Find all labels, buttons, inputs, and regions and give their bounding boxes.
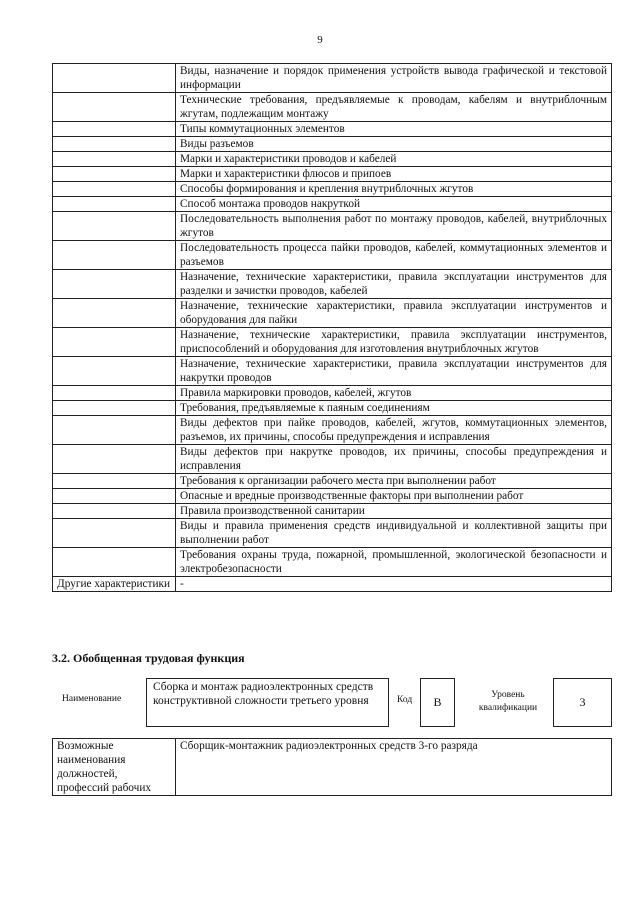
positions-row [53,739,612,796]
knowledge-row [53,64,612,93]
knowledge-item: Назначение, технические характеристики, правила эксплуатации инструментов для разделки и зачистки проводов, кабелей [176,270,612,299]
knowledge-row [53,299,612,328]
knowledge-row [53,152,612,167]
knowledge-table [52,63,612,592]
code-box: B [420,678,455,727]
knowledge-left-cell [53,357,176,386]
knowledge-item: Марки и характеристики флюсов и припоев [176,167,612,182]
page-number: 9 [317,34,323,46]
knowledge-left-cell [53,270,176,299]
knowledge-item: Типы коммутационных элементов [176,122,612,137]
knowledge-item: Назначение, технические характеристики, правила эксплуатации инструментов для накрутки проводов [176,357,612,386]
knowledge-item: Опасные и вредные производственные факторы при выполнении работ [176,489,612,504]
code-label: Код [397,695,413,705]
level-box: 3 [553,678,612,727]
knowledge-row [53,182,612,197]
name-label: Наименование [62,694,122,704]
knowledge-left-cell [53,152,176,167]
knowledge-row [53,401,612,416]
knowledge-left-cell [53,474,176,489]
knowledge-left-cell [53,548,176,577]
knowledge-left-cell [53,328,176,357]
knowledge-item: Требования, предъявляемые к паяным соединениям [176,401,612,416]
knowledge-item: Виды дефектов при накрутке проводов, их причины, способы предупреждения и исправления [176,445,612,474]
positions-table [52,738,612,796]
knowledge-row [53,474,612,489]
knowledge-item: Назначение, технические характеристики, правила эксплуатации инструментов, приспособлений и оборудования для изготовления внутриблочных жгутов [176,328,612,357]
knowledge-row [53,167,612,182]
knowledge-row [53,122,612,137]
knowledge-item: Виды и правила применения средств индивидуальной и коллективной защиты при выполнении работ [176,519,612,548]
knowledge-row [53,197,612,212]
knowledge-left-cell [53,212,176,241]
knowledge-row [53,137,612,152]
knowledge-item: Виды дефектов при пайке проводов, кабелей, жгутов, коммутационных элементов, разъемов, их причины, способы предупреждения и исправления [176,416,612,445]
knowledge-left-cell [53,122,176,137]
knowledge-item: Технические требования, предъявляемые к проводам, кабелям и внутриблочным жгутам, подлежащим монтажу [176,93,612,122]
knowledge-row [53,445,612,474]
knowledge-item: Последовательность выполнения работ по монтажу проводов, кабелей, внутриблочных жгутов [176,212,612,241]
positions-label: Возможные наименования должностей, профессий рабочих [53,739,176,796]
knowledge-row [53,416,612,445]
knowledge-left-cell [53,137,176,152]
knowledge-row [53,241,612,270]
knowledge-left-cell [53,386,176,401]
knowledge-left-cell [53,167,176,182]
knowledge-left-cell [53,489,176,504]
knowledge-left-cell [53,401,176,416]
knowledge-left-cell [53,241,176,270]
knowledge-row [53,489,612,504]
knowledge-row [53,386,612,401]
knowledge-left-cell [53,416,176,445]
other-row [53,577,612,592]
knowledge-left-cell [53,197,176,212]
function-name-box: Сборка и монтаж радиоэлектронных средств конструктивной сложности третьего уровня [146,678,389,727]
knowledge-left-cell [53,519,176,548]
knowledge-row [53,93,612,122]
positions-value: Сборщик-монтажник радиоэлектронных средств 3-го разряда [176,739,612,796]
knowledge-item: Последовательность процесса пайки проводов, кабелей, коммутационных элементов и разъемов [176,241,612,270]
knowledge-item: Марки и характеристики проводов и кабелей [176,152,612,167]
knowledge-item: Назначение, технические характеристики, правила эксплуатации инструментов и оборудования для пайки [176,299,612,328]
knowledge-item: Правила маркировки проводов, кабелей, жгутов [176,386,612,401]
knowledge-row [53,328,612,357]
section-title: 3.2. Обобщенная трудовая функция [52,651,245,665]
knowledge-row [53,519,612,548]
knowledge-row [53,270,612,299]
knowledge-item: Требования к организации рабочего места при выполнении работ [176,474,612,489]
knowledge-row [53,357,612,386]
knowledge-left-cell [53,445,176,474]
knowledge-left-cell [53,64,176,93]
knowledge-row [53,548,612,577]
knowledge-item: Способ монтажа проводов накруткой [176,197,612,212]
knowledge-left-cell [53,299,176,328]
knowledge-left-cell [53,93,176,122]
knowledge-row [53,212,612,241]
level-label: Уровень квалификации [478,690,538,713]
knowledge-item: Виды, назначение и порядок применения устройств вывода графической и текстовой информации [176,64,612,93]
other-label: Другие характеристики [53,577,176,592]
knowledge-row [53,504,612,519]
knowledge-item: Правила производственной санитарии [176,504,612,519]
other-value: - [176,577,612,592]
knowledge-item: Виды разъемов [176,137,612,152]
knowledge-item: Требования охраны труда, пожарной, промышленной, экологической безопасности и электробезопасности [176,548,612,577]
knowledge-item: Способы формирования и крепления внутриблочных жгутов [176,182,612,197]
knowledge-left-cell [53,504,176,519]
knowledge-left-cell [53,182,176,197]
